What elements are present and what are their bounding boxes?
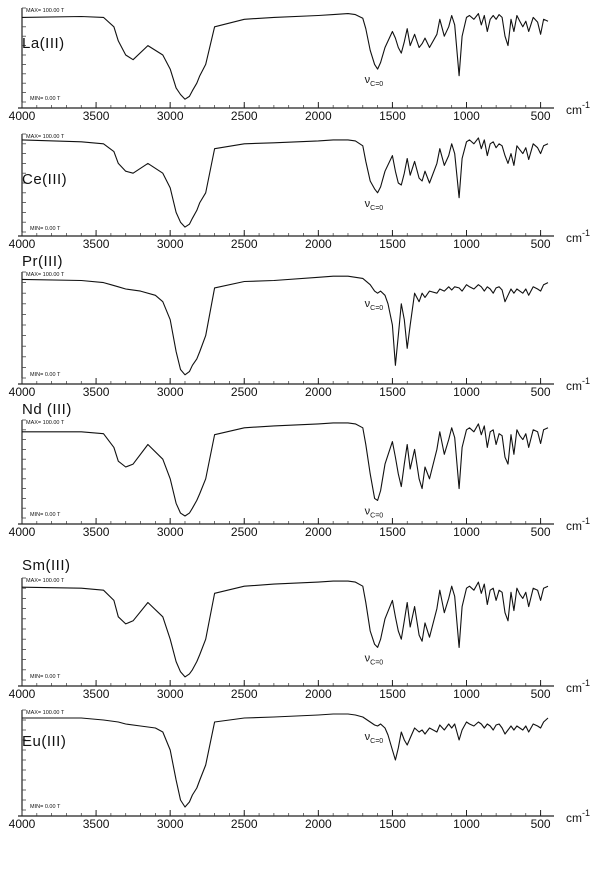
sample-label: Pr(III): [22, 253, 63, 270]
x-unit-exponent: -1: [582, 808, 591, 818]
x-tick-label: 500: [530, 109, 551, 123]
peak-annotation: $\nu_{C=0}$: [364, 652, 384, 667]
x-tick-label: 1000: [453, 817, 480, 831]
spectrum-panel: [9, 134, 590, 251]
spectrum-panel: [9, 557, 590, 701]
x-tick-label: 3000: [156, 525, 184, 539]
x-tick-label: 2500: [230, 525, 258, 539]
x-tick-label: 2000: [304, 687, 332, 701]
x-tick-label: 3500: [82, 525, 110, 539]
x-tick-label: 4000: [8, 237, 36, 251]
peak-annotation-subscript: C=0: [370, 305, 384, 313]
x-tick-label: 3500: [82, 817, 110, 831]
x-tick-label: 3500: [82, 385, 110, 399]
x-tick-label: 3000: [156, 109, 184, 123]
x-tick-label: 500: [530, 817, 551, 831]
spectrum-panel: [9, 401, 590, 539]
peak-annotation: $\nu_{C=0}$: [364, 298, 384, 313]
x-tick-label: 500: [530, 525, 551, 539]
min-label: MIN= 0.00 T: [30, 674, 61, 680]
x-tick-label: 2500: [230, 109, 258, 123]
min-label: MIN= 0.00 T: [30, 96, 61, 102]
spectrum-line: [22, 581, 548, 677]
x-tick-label: 3500: [82, 109, 110, 123]
sample-label: Eu(III): [22, 733, 67, 750]
x-tick-label: 500: [530, 687, 551, 701]
x-tick-label: 3500: [82, 687, 110, 701]
min-label: MIN= 0.00 T: [30, 512, 61, 518]
spectra-panels: [9, 8, 590, 831]
x-tick-label: 500: [530, 385, 551, 399]
x-unit-exponent: -1: [582, 516, 591, 526]
x-tick-label: 3000: [156, 385, 184, 399]
sample-label: Nd (III): [22, 401, 72, 418]
spectrum-panel: [9, 8, 590, 123]
peak-annotation-subscript: C=0: [370, 512, 384, 520]
spectrum-line: [22, 714, 548, 807]
x-tick-label: 3500: [82, 237, 110, 251]
max-label: MAX= 100.00 T: [26, 578, 65, 584]
x-tick-label: 1500: [379, 525, 406, 539]
x-unit-label: $cm^{-1}$: [566, 808, 591, 825]
spectrum-line: [22, 138, 548, 227]
x-tick-label: 2000: [304, 525, 332, 539]
x-tick-label: 2000: [304, 385, 332, 399]
min-label: MIN= 0.00 T: [30, 804, 61, 810]
x-unit-label: $cm^{-1}$: [566, 228, 591, 245]
x-tick-label: 1000: [453, 525, 480, 539]
sample-label: La(III): [22, 35, 65, 52]
x-tick-label: 4000: [8, 817, 36, 831]
x-unit-label: $cm^{-1}$: [566, 516, 591, 533]
x-tick-label: 1500: [379, 385, 406, 399]
x-tick-label: 1000: [453, 237, 480, 251]
x-unit-label: $cm^{-1}$: [566, 376, 591, 393]
x-unit-exponent: -1: [582, 100, 591, 110]
max-label: MAX= 100.00 T: [26, 710, 65, 716]
peak-annotation-subscript: C=0: [370, 738, 384, 745]
peak-annotation-subscript: C=0: [370, 204, 384, 212]
x-tick-label: 4000: [8, 385, 36, 399]
x-tick-label: 1000: [453, 109, 480, 123]
x-unit-exponent: -1: [582, 678, 591, 688]
spectrum-line: [22, 14, 548, 100]
x-tick-label: 2500: [230, 385, 258, 399]
x-unit-label: $cm^{-1}$: [566, 678, 591, 695]
x-tick-label: 4000: [8, 525, 36, 539]
min-label: MIN= 0.00 T: [30, 226, 61, 232]
x-tick-label: 1500: [379, 109, 406, 123]
x-tick-label: 2000: [304, 237, 332, 251]
x-tick-label: 4000: [8, 109, 36, 123]
x-tick-label: 1500: [379, 237, 406, 251]
sample-label: Ce(III): [22, 171, 68, 188]
x-tick-label: 3000: [156, 817, 184, 831]
x-tick-label: 3000: [156, 687, 184, 701]
x-tick-label: 2500: [230, 237, 258, 251]
spectrum-panel: [9, 253, 590, 399]
peak-annotation-subscript: C=0: [370, 659, 384, 667]
x-tick-label: 1500: [379, 817, 406, 831]
x-tick-label: 2500: [230, 687, 258, 701]
sample-label: Sm(III): [22, 557, 71, 574]
x-tick-label: 1000: [453, 687, 480, 701]
peak-annotation: $\nu_{C=0}$: [364, 505, 384, 520]
x-tick-label: 2000: [304, 109, 332, 123]
peak-annotation: $\nu_{C=0}$: [364, 197, 384, 212]
peak-annotation: $\nu_{C=0}$: [364, 74, 384, 89]
max-label: MAX= 100.00 T: [26, 8, 65, 14]
spectrum-panel: [9, 710, 590, 831]
x-tick-label: 4000: [8, 687, 36, 701]
x-tick-label: 3000: [156, 237, 184, 251]
max-label: MAX= 100.00 T: [26, 420, 65, 426]
x-tick-label: 2000: [304, 817, 332, 831]
spectrum-line: [22, 276, 548, 375]
x-unit-label: $cm^{-1}$: [566, 100, 591, 117]
max-label: MAX= 100.00 T: [26, 272, 65, 278]
x-tick-label: 1000: [453, 385, 480, 399]
x-tick-label: 2500: [230, 817, 258, 831]
max-label: MAX= 100.00 T: [26, 134, 65, 140]
x-tick-label: 500: [530, 237, 551, 251]
x-tick-label: 1500: [379, 687, 406, 701]
peak-annotation: $\nu_{C=0}$: [364, 731, 384, 745]
peak-annotation-subscript: C=0: [370, 81, 384, 89]
min-label: MIN= 0.00 T: [30, 372, 61, 378]
x-unit-exponent: -1: [582, 376, 591, 386]
x-unit-exponent: -1: [582, 228, 591, 238]
spectrum-line: [22, 423, 548, 516]
